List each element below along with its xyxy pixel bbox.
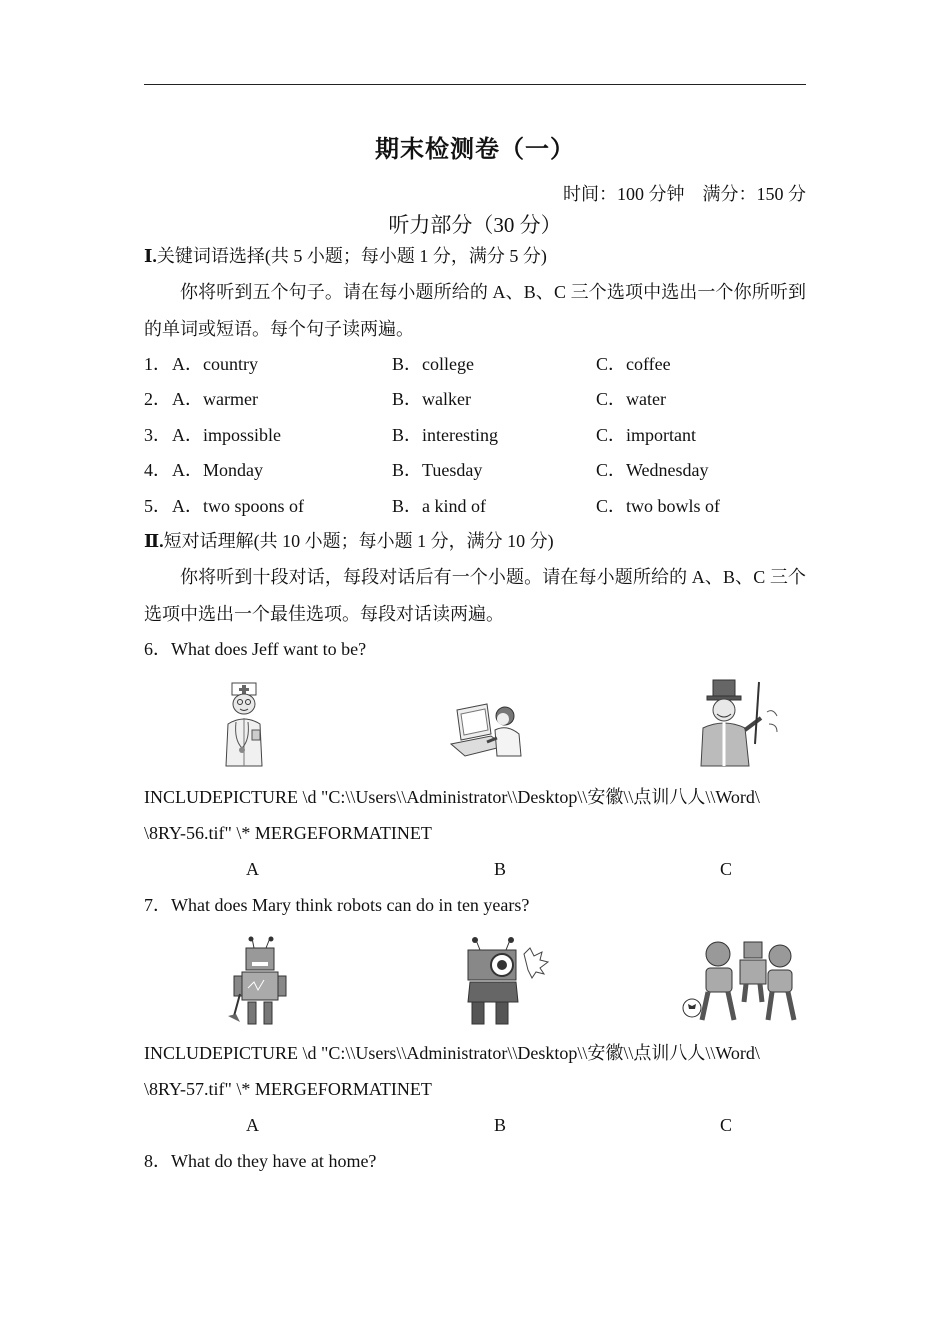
doctor-icon (218, 680, 272, 768)
item-4-option-b: B．Tuesday (392, 460, 483, 480)
item-1-option-b: B．college (392, 354, 474, 374)
top-rule (144, 84, 806, 85)
item-1-option-c: C．coffee (596, 354, 671, 374)
section2-instruction: 你将听到十段对话，每段对话后有一个小题。请在每小题所给的 A、B、C 三个选项中选出一个最佳选项。每段对话读两遍。 (144, 567, 806, 624)
section1-heading-text: 关键词语选择(共 5 小题；每小题 1 分，满分 5 分) (156, 246, 547, 266)
item-1-option-a: A．country (172, 354, 258, 374)
section1-instruction: 你将听到五个句子。请在每小题所给的 A、B、C 三个选项中选出一个你所听到的单词或短语。每个句子读两遍。 (144, 282, 806, 339)
question-8: 8．What do they have at home? (144, 1151, 377, 1171)
q7-include-line2: \8RY-57.tif" \* MERGEFORMATINET (144, 1079, 432, 1099)
q6-label-c: C (720, 859, 733, 879)
item-1-number: 1． (144, 354, 171, 374)
item-2-option-a: A．warmer (172, 389, 258, 409)
q7-include-line1: INCLUDEPICTURE \d "C:\\Users\\Administrator\\Desktop\\安徽\\点训八人\\Word\ (144, 1043, 760, 1063)
cleaning-robot-icon (226, 936, 290, 1026)
section2-roman: Ⅱ. (144, 531, 164, 551)
q6-label-a: A (246, 859, 259, 879)
q6-label-b: B (494, 859, 507, 879)
q7-label-a: A (246, 1115, 259, 1135)
item-5-option-c: C．two bowls of (596, 496, 721, 516)
section1-roman: Ⅰ. (144, 246, 157, 266)
item-5-option-b: B．a kind of (392, 496, 486, 516)
item-3-number: 3． (144, 425, 171, 445)
item-3-option-c: C．important (596, 425, 696, 445)
computer-user-icon (447, 700, 525, 760)
item-3-option-b: B．interesting (392, 425, 498, 445)
page-title: 期末检测卷（一） (375, 137, 575, 163)
q7-label-c: C (720, 1115, 733, 1135)
section2-heading-text: 短对话理解(共 10 小题；每小题 1 分，满分 10 分) (163, 531, 554, 551)
q6-include-line2: \8RY-56.tif" \* MERGEFORMATINET (144, 823, 432, 843)
question-7: 7．What does Mary think robots can do in ten years? (144, 895, 530, 915)
item-2-option-b: B．walker (392, 389, 471, 409)
q6-include-line1: INCLUDEPICTURE \d "C:\\Users\\Administrator\\Desktop\\安徽\\点训八人\\Word\ (144, 787, 760, 807)
section-subtitle: 听力部分（30 分） (388, 213, 562, 237)
item-2-option-c: C．water (596, 389, 666, 409)
item-3-option-a: A．impossible (172, 425, 282, 445)
q7-label-b: B (494, 1115, 507, 1135)
item-4-number: 4． (144, 460, 171, 480)
item-2-number: 2． (144, 389, 171, 409)
section1-heading (144, 245, 547, 267)
exam-meta: 时间：100 分钟 满分：150 分 (563, 184, 806, 204)
magician-icon (695, 678, 785, 768)
section2-heading (144, 530, 554, 552)
item-5-option-a: A．two spoons of (172, 496, 305, 516)
camera-robot-icon (462, 936, 554, 1026)
question-6: 6．What does Jeff want to be? (144, 639, 367, 659)
soccer-robots-icon (680, 936, 804, 1026)
item-4-option-c: C．Wednesday (596, 460, 709, 480)
item-5-number: 5． (144, 496, 171, 516)
item-4-option-a: A．Monday (172, 460, 263, 480)
